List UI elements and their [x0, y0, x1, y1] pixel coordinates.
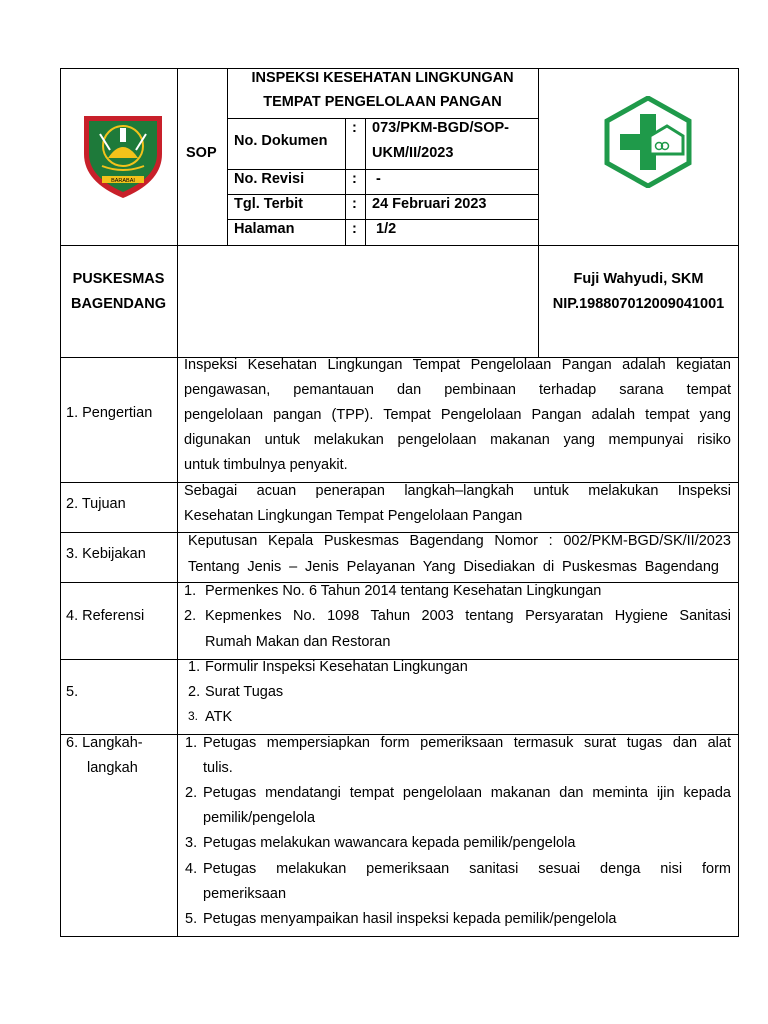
colon-divider-right — [365, 118, 366, 246]
langkah-item-4-num: 4. — [185, 861, 198, 877]
alat-item-1-num: 1. — [188, 659, 201, 675]
halaman-label: Halaman — [234, 221, 295, 237]
langkah-item-5-num: 5. — [185, 911, 198, 927]
pengertian-line-1: Inspeksi Kesehatan Lingkungan Tempat Pengelolaan Pangan adalah kegiatan — [184, 357, 731, 373]
langkah-label-line2: langkah — [87, 760, 138, 776]
langkah-item-4-line-1: Petugas melakukan pemeriksaan sanitasi sesuai denga nisi form — [203, 861, 731, 877]
alat-label: 5. — [66, 684, 79, 700]
kebijakan-line-2: Tentang Jenis – Jenis Pelayanan Yang Disediakan di Puskesmas Bagendang — [188, 559, 719, 575]
regency-seal-logo — [80, 110, 166, 200]
referensi-item-1-text: Permenkes No. 6 Tahun 2014 tentang Kesehatan Lingkungan — [205, 583, 602, 599]
header-bottom-line — [60, 245, 739, 246]
document-title-line2: TEMPAT PENGELOLAAN PANGAN — [263, 94, 502, 110]
no-revisi-colon: : — [352, 171, 357, 187]
tujuan-label: 2. Tujuan — [66, 496, 126, 512]
tgl-terbit-colon: : — [352, 196, 357, 212]
tujuan-line-1: Sebagai acuan penerapan langkah–langkah untuk melakukan Inspeksi — [184, 483, 731, 499]
row-line-terbit — [227, 194, 538, 195]
alat-item-2-text: Surat Tugas — [205, 684, 284, 700]
langkah-item-1-line-1: Petugas mempersiapkan form pemeriksaan termasuk surat tugas dan alat — [203, 735, 731, 751]
referensi-label: 4. Referensi — [66, 608, 145, 624]
pengertian-line-4: digunakan untuk melakukan pengelolaan makanan yang mempunyai risiko — [184, 432, 731, 448]
signer-name: Fuji Wahyudi, SKM — [573, 271, 704, 287]
langkah-item-2-line-2: pemilik/pengelola — [203, 810, 316, 826]
no-dokumen-label: No. Dokumen — [234, 133, 328, 149]
document-title-line1: INSPEKSI KESEHATAN LINGKUNGAN — [251, 70, 514, 86]
halaman-colon: : — [352, 221, 357, 237]
langkah-item-4-line-2: pemeriksaan — [203, 886, 287, 902]
langkah-item-1-num: 1. — [185, 735, 198, 751]
no-dokumen-value-line1: 073/PKM-BGD/SOP- — [372, 120, 509, 136]
alat-item-1-text: Formulir Inspeksi Kesehatan Lingkungan — [205, 659, 468, 675]
alat-item-3-text: ATK — [205, 709, 233, 725]
puskesmas-logo — [603, 96, 693, 188]
org-name-line2: BAGENDANG — [70, 296, 167, 312]
right-logo-divider — [538, 68, 539, 358]
pengertian-line-3: pengelolaan pangan (TPP). Tempat Pengelolaan Pangan adalah tempat yang — [184, 407, 731, 423]
left-column-divider — [177, 68, 178, 937]
org-name-line1: PUSKESMAS — [72, 271, 165, 287]
row-line-revisi — [227, 169, 538, 170]
no-revisi-label: No. Revisi — [234, 171, 305, 187]
langkah-item-1-line-2: tulis. — [203, 760, 233, 776]
referensi-item-1-num: 1. — [184, 583, 197, 599]
pengertian-line-2: pengawasan, pemantauan dan pembinaan terhadap sarana tempat — [184, 382, 731, 398]
referensi-item-2-line-2: Rumah Makan dan Restoran — [205, 634, 391, 650]
row-line-halaman — [227, 219, 538, 220]
no-revisi-value: - — [376, 171, 381, 187]
tujuan-line-2: Kesehatan Lingkungan Tempat Pengelolaan Pangan — [184, 508, 523, 524]
langkah-item-5-line-1: Petugas menyampaikan hasil inspeksi kepada pemilik/pengelola — [203, 911, 617, 927]
kebijakan-line-1: Keputusan Kepala Puskesmas Bagendang Nomor : 002/PKM-BGD/SK/II/2023 — [188, 533, 731, 549]
pengertian-label: 1. Pengertian — [66, 405, 153, 421]
halaman-value: 1/2 — [376, 221, 397, 237]
referensi-item-2-num: 2. — [184, 608, 197, 624]
tgl-terbit-value: 24 Februari 2023 — [372, 196, 487, 212]
sop-label: SOP — [186, 145, 217, 161]
no-dokumen-value-line2: UKM/II/2023 — [372, 145, 454, 161]
colon-divider-left — [345, 118, 346, 246]
seal-banner-text: BARABAI — [111, 178, 135, 184]
tgl-terbit-label: Tgl. Terbit — [234, 196, 304, 212]
alat-item-2-num: 2. — [188, 684, 201, 700]
langkah-label-line1: 6. Langkah- — [66, 735, 143, 751]
no-dokumen-colon: : — [352, 120, 357, 136]
langkah-item-2-line-1: Petugas mendatangi tempat pengelolaan makanan dan meminta ijin kepada — [203, 785, 731, 801]
pengertian-line-5: untuk timbulnya penyakit. — [184, 457, 348, 473]
langkah-item-2-num: 2. — [185, 785, 198, 801]
alat-item-3-num: 3. — [188, 709, 199, 723]
signer-nip: NIP.198807012009041001 — [552, 296, 725, 312]
referensi-item-2-line-1: Kepmenkes No. 1098 Tahun 2003 tentang Persyaratan Hygiene Sanitasi — [205, 608, 731, 624]
langkah-item-3-num: 3. — [185, 835, 198, 851]
title-bottom-line — [227, 118, 538, 119]
kebijakan-label: 3. Kebijakan — [66, 546, 146, 562]
langkah-item-3-line-1: Petugas melakukan wawancara kepada pemilik/pengelola — [203, 835, 576, 851]
